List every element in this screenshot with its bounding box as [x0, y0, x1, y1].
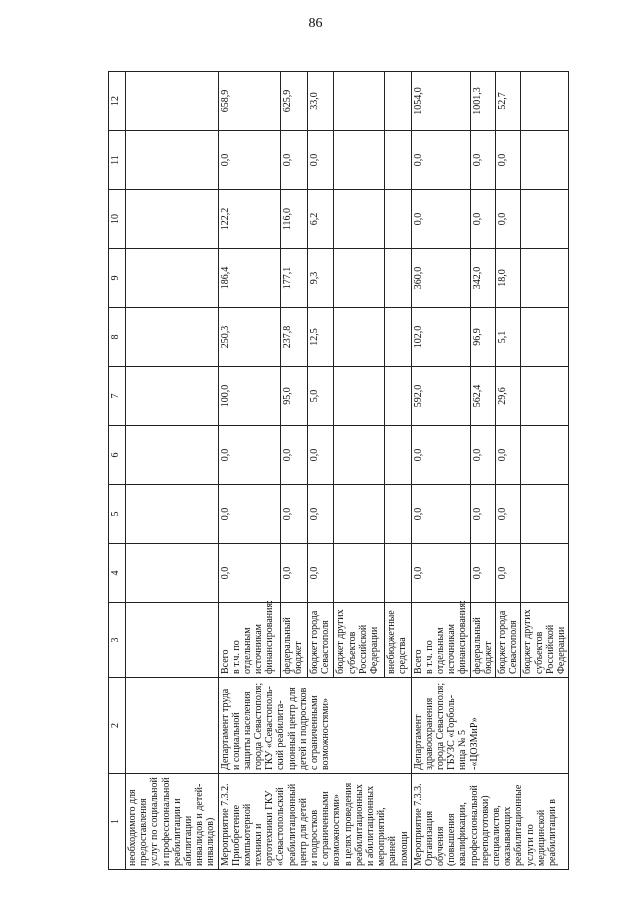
value-cell: 0,0: [307, 544, 334, 603]
funding-source-label: федеральный бюджет: [280, 603, 307, 678]
empty-cell: [126, 367, 219, 426]
value-cell: [334, 367, 384, 426]
value-cell: 0,0: [411, 544, 470, 603]
activity-7-3-3-executor: Департамент здравоохранения города Севастополя; ГБУЗС «Горболь- ница № 5 -«ЦОЗМиР»: [411, 678, 568, 774]
value-cell: [521, 131, 569, 190]
continuation-row: [126, 72, 219, 870]
activity-7-3-2-row: [218, 72, 280, 870]
value-cell: 1054,0: [411, 72, 470, 131]
header-col-4: 4: [109, 544, 126, 603]
value-cell: [334, 426, 384, 485]
activity-7-3-2-executor: Департамент труда и социальной защиты населения города Севастополя; ГКУ «Севастополь- ский реабилита- ционный центр для детей и подростков с ограниченными возможностями»: [218, 678, 411, 774]
value-cell: 6,2: [307, 190, 334, 249]
empty-cell: [126, 544, 219, 603]
value-cell: [384, 249, 411, 308]
header-col-5: 5: [109, 485, 126, 544]
value-cell: 5,1: [496, 308, 521, 367]
empty-cell: [126, 249, 219, 308]
value-cell: 96,9: [470, 308, 495, 367]
value-cell: 0,0: [218, 426, 280, 485]
value-cell: 250,3: [218, 308, 280, 367]
activity-7-3-3-row: [411, 72, 470, 870]
empty-cell: [126, 72, 219, 131]
value-cell: 592,0: [411, 367, 470, 426]
value-cell: 0,0: [218, 485, 280, 544]
value-cell: 100,0: [218, 367, 280, 426]
value-cell: 52,7: [496, 72, 521, 131]
header-col-9: 9: [109, 249, 126, 308]
value-cell: [384, 131, 411, 190]
value-cell: 116,0: [280, 190, 307, 249]
value-cell: 342,0: [470, 249, 495, 308]
funding-source-label: бюджет других субъектов Российской Федерации: [521, 603, 569, 678]
value-cell: 122,2: [218, 190, 280, 249]
value-cell: 0,0: [470, 190, 495, 249]
value-cell: [521, 308, 569, 367]
header-col-7: 7: [109, 367, 126, 426]
value-cell: 0,0: [280, 485, 307, 544]
header-col-11: 11: [109, 131, 126, 190]
value-cell: 0,0: [218, 131, 280, 190]
funding-source-label: бюджет других субъектов Российской Федерации: [334, 603, 384, 678]
value-cell: 0,0: [280, 544, 307, 603]
value-cell: [384, 367, 411, 426]
funding-source-label: бюджет города Севастополя: [307, 603, 334, 678]
value-cell: [384, 544, 411, 603]
empty-cell: [126, 485, 219, 544]
value-cell: [334, 308, 384, 367]
empty-cell: [126, 603, 219, 678]
value-cell: 0,0: [496, 190, 521, 249]
value-cell: 18,0: [496, 249, 521, 308]
value-cell: 0,0: [496, 131, 521, 190]
value-cell: 0,0: [411, 485, 470, 544]
value-cell: [521, 249, 569, 308]
value-cell: 237,8: [280, 308, 307, 367]
value-cell: [521, 426, 569, 485]
value-cell: 0,0: [411, 190, 470, 249]
value-cell: [521, 485, 569, 544]
value-cell: 9,3: [307, 249, 334, 308]
funding-source-label: Всего в т.ч. по отдельным источникам финансирования:: [411, 603, 470, 678]
value-cell: 0,0: [411, 426, 470, 485]
value-cell: 0,0: [470, 544, 495, 603]
value-cell: 12,5: [307, 308, 334, 367]
header-col-12: 12: [109, 72, 126, 131]
value-cell: 186,4: [218, 249, 280, 308]
value-cell: [334, 72, 384, 131]
empty-cell: [126, 678, 219, 774]
value-cell: [521, 190, 569, 249]
activity-7-3-3-name: Мероприятие 7.3.3. Организация обучения (повышения квалификации, профессиональной переподготовки) специалистов, оказывающих реабилитационные услуги по медицинской реабилитации в: [411, 774, 568, 870]
value-cell: [521, 72, 569, 131]
funding-source-label: Всего в т.ч. по отдельным источникам финансирования:: [218, 603, 280, 678]
empty-cell: [126, 131, 219, 190]
empty-cell: [126, 426, 219, 485]
value-cell: 0,0: [470, 131, 495, 190]
value-cell: [521, 367, 569, 426]
value-cell: 0,0: [411, 131, 470, 190]
header-row: [109, 72, 126, 870]
value-cell: [384, 485, 411, 544]
value-cell: 360,0: [411, 249, 470, 308]
value-cell: 0,0: [280, 426, 307, 485]
funding-source-label: внебюджетные средства: [384, 603, 411, 678]
empty-cell: [126, 190, 219, 249]
continuation-description: необходимого для предоставления услуг по социальной и профессиональной реабилитации и абилитации инвалидов и детей- инвалидов): [126, 774, 219, 870]
value-cell: 0,0: [307, 131, 334, 190]
value-cell: 0,0: [496, 426, 521, 485]
value-cell: [334, 190, 384, 249]
value-cell: 0,0: [496, 544, 521, 603]
funding-source-label: бюджет города Севастополя: [496, 603, 521, 678]
value-cell: 0,0: [307, 485, 334, 544]
empty-cell: [126, 308, 219, 367]
header-col-3: 3: [109, 603, 126, 678]
funding-source-label: федеральный бюджет: [470, 603, 495, 678]
activity-7-3-2-name: Мероприятие 7.3.2. Приобретение компьютерной техники и ортотехники ГКУ «Севастопольский реабилитационный центр для детей и подростков с ограниченными возможностями» в целях проведения реабилитационных и абилитационных мероприятий, ранней помощи: [218, 774, 411, 870]
value-cell: [384, 426, 411, 485]
value-cell: [334, 249, 384, 308]
header-col-10: 10: [109, 190, 126, 249]
value-cell: 0,0: [307, 426, 334, 485]
value-cell: [384, 190, 411, 249]
value-cell: [334, 485, 384, 544]
rotated-table-container: [108, 74, 567, 870]
value-cell: [384, 308, 411, 367]
value-cell: 562,4: [470, 367, 495, 426]
value-cell: 0,0: [280, 131, 307, 190]
value-cell: 29,6: [496, 367, 521, 426]
value-cell: 625,9: [280, 72, 307, 131]
value-cell: 177,1: [280, 249, 307, 308]
value-cell: 0,0: [470, 485, 495, 544]
value-cell: 0,0: [496, 485, 521, 544]
value-cell: [334, 131, 384, 190]
header-col-8: 8: [109, 308, 126, 367]
value-cell: 1001,3: [470, 72, 495, 131]
value-cell: 5,0: [307, 367, 334, 426]
value-cell: 658,9: [218, 72, 280, 131]
value-cell: 102,0: [411, 308, 470, 367]
header-col-1: 1: [109, 774, 126, 870]
header-col-2: 2: [109, 678, 126, 774]
header-col-6: 6: [109, 426, 126, 485]
page-number: 86: [308, 16, 323, 31]
value-cell: [384, 72, 411, 131]
value-cell: [521, 544, 569, 603]
funding-table: [108, 71, 569, 870]
value-cell: 0,0: [470, 426, 495, 485]
value-cell: 0,0: [218, 544, 280, 603]
value-cell: [334, 544, 384, 603]
value-cell: 33,0: [307, 72, 334, 131]
value-cell: 95,0: [280, 367, 307, 426]
